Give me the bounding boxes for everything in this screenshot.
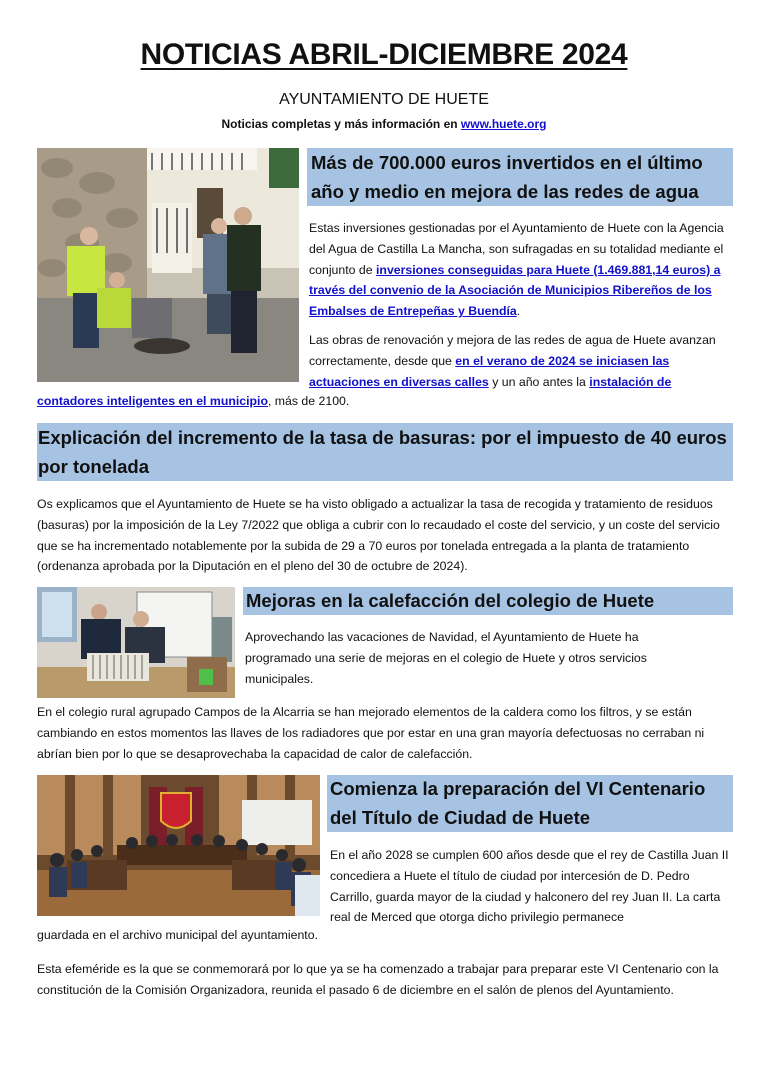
- article1-p1-text: Estas inversiones gestionadas por el Ayuntamiento de Huete con la Agencia del Agua de Castilla La Mancha, son sufragadas en su totalidad mediante el conjunto de: [309, 221, 724, 277]
- article3-paragraph2: En el colegio rural agrupado Campos de la Alcarria se han mejorado elementos de la caldera como los filtros, y se están cambiando en estos momentos las llaves de los radiadores que por estar en una gran mayoría defectuosas no cerraban ni abrían bien por lo que se desaprovechaba la capacidad de calor de calefacción.: [37, 705, 705, 761]
- article4-paragraph1: En el año 2028 se cumplen 600 años desde que el rey de Castilla Juan II concediera a Huete el título de ciudad por intercesión de D. Pedro Carrillo, guarda mayor de la ciudad y halconero del rey Juan II. La carta real de Merced que otorga dicho privilegio permanece: [330, 848, 729, 925]
- article4-paragraph2: Esta efeméride es la que se conmemorará por lo que ya se ha comenzado a trabajar para preparar este VI Centenario con la constitución de la Comisión Organizadora, reunida el pasado 6 de diciembre en el salón de plenos del Ayuntamiento.: [37, 962, 719, 997]
- article1-p2-text: Las obras de renovación y mejora de las redes de agua de Huete avanzan correctamente, desde que: [309, 333, 716, 368]
- article1-p2-end: , más de 2100.: [267, 394, 350, 408]
- article1-meters-link-part2[interactable]: contadores inteligentes en el municipio: [37, 394, 268, 408]
- article2-body: Os explicamos que el Ayuntamiento de Huete se ha visto obligado a actualizar la tasa de recogida y tratamiento de residuos (basuras) por la imposición de la Ley 7/2022 que obliga a cubrir con lo recaudado el coste del servicio, y un coste del servicio que se ha incrementado notablemente por la subida de 29 a 70 euros por tonelada entregada a la planta de tratamiento (ordenanza aprobada por la Diputación en el pleno del 30 de octubre de 2024).: [37, 497, 720, 574]
- page-title: NOTICIAS ABRIL-DICIEMBRE 2024: [140, 38, 628, 71]
- more-info-prefix: Noticias completas y más información en: [221, 117, 461, 131]
- water-works-photo: [37, 148, 299, 382]
- article1-summer-works-link[interactable]: en el verano de 2024 se iniciasen las actuaciones en diversas calles: [309, 353, 670, 389]
- page-subtitle: AYUNTAMIENTO DE HUETE: [279, 91, 489, 108]
- article1-paragraph2: [309, 330, 733, 392]
- website-link[interactable]: www.huete.org: [460, 117, 547, 131]
- article4-heading: Comienza la preparación del VI Centenario del Título de Ciudad de Huete: [327, 775, 733, 832]
- article1-meters-link-part1[interactable]: instalación de: [589, 374, 672, 389]
- article1-investments-link[interactable]: inversiones conseguidas para Huete (1.469.881,14 euros) a través del convenio de la Asociación de Municipios Ribereños de los Embalses de Entrepeñas y Buendía: [309, 262, 721, 319]
- article4-paragraph1-cont: guardada en el archivo municipal del ayuntamiento.: [37, 928, 318, 942]
- article1-paragraph1: [309, 218, 733, 322]
- article1-paragraph2-cont: [37, 391, 737, 412]
- article1-heading: Más de 700.000 euros invertidos en el último año y medio en mejora de las redes de agua: [307, 148, 733, 206]
- heating-school-photo: [37, 587, 235, 698]
- centenary-meeting-photo: [37, 775, 320, 916]
- article3-heading: Mejoras en la calefacción del colegio de Huete: [243, 587, 733, 615]
- article1-p2-mid: y un año antes la: [488, 374, 590, 389]
- article3-paragraph1: Aprovechando las vacaciones de Navidad, el Ayuntamiento de Huete ha programado una serie de mejoras en el colegio de Huete y otros servicios municipales.: [245, 630, 647, 686]
- article2-heading: Explicación del incremento de la tasa de basuras: por el impuesto de 40 euros por tonelada: [37, 423, 733, 481]
- more-info-line: [0, 117, 768, 131]
- article1-p1-end: .: [516, 304, 521, 319]
